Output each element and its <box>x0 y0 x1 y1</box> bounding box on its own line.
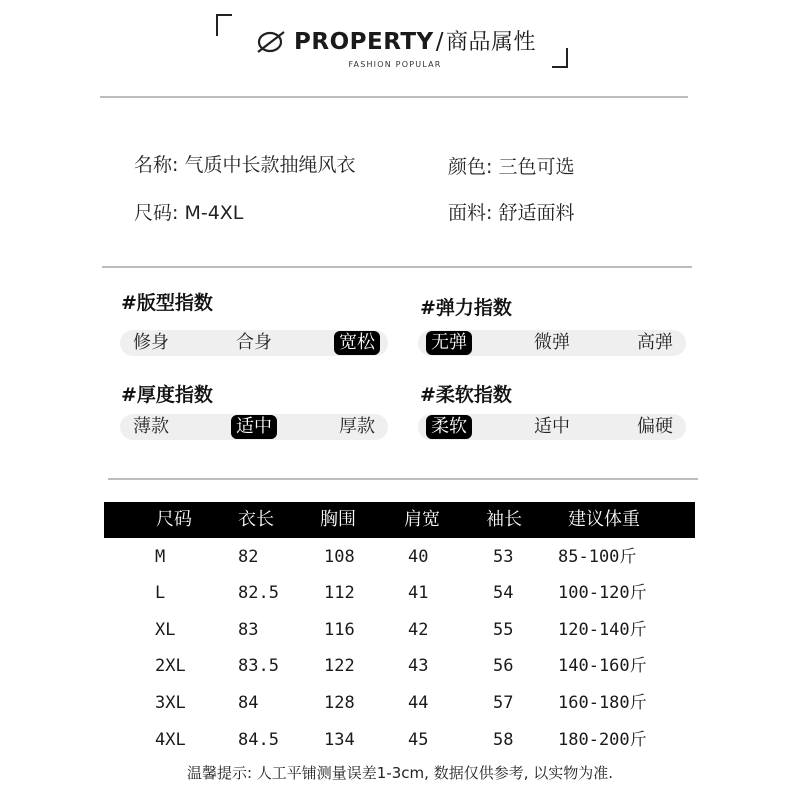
cell-bust: 116 <box>324 620 355 640</box>
thickness-index-scale <box>120 414 388 440</box>
cell-sleeve: 54 <box>493 583 514 603</box>
cell-bust: 122 <box>324 656 355 676</box>
header-weight: 建议体重 <box>568 509 640 530</box>
size-table-header <box>104 502 695 538</box>
corner-bracket-bottom-right <box>552 48 568 68</box>
cell-weight: 140-160斤 <box>558 656 647 676</box>
elastic-option-none-selected: 无弹 <box>426 331 472 355</box>
cell-bust: 108 <box>324 547 355 567</box>
elastic-option-slight: 微弹 <box>534 332 570 353</box>
fit-index-title: #版型指数 <box>121 292 213 314</box>
cell-weight: 85-100斤 <box>558 547 637 567</box>
slashed-circle-logo-icon <box>256 30 286 54</box>
thickness-option-thick: 厚款 <box>339 416 375 437</box>
cell-bust: 134 <box>324 730 355 750</box>
softness-option-hard: 偏硬 <box>637 416 673 437</box>
cell-size: 3XL <box>155 693 186 713</box>
cell-shoulder: 45 <box>408 730 429 750</box>
cell-size: L <box>155 583 166 603</box>
info-color: 颜色: 三色可选 <box>448 156 575 178</box>
cell-size: XL <box>155 620 176 640</box>
cell-length: 83 <box>238 620 259 640</box>
thickness-index-title: #厚度指数 <box>121 384 213 406</box>
title-chinese: 商品属性 <box>445 30 536 55</box>
cell-length: 82 <box>238 547 259 567</box>
elastic-index-title: #弹力指数 <box>420 297 512 319</box>
divider-header <box>100 96 688 98</box>
cell-length: 84 <box>238 693 259 713</box>
fit-option-slim: 修身 <box>133 332 169 353</box>
elastic-option-high: 高弹 <box>637 332 673 353</box>
page-title <box>294 26 536 59</box>
corner-bracket-top-left <box>216 14 232 36</box>
divider-info <box>102 266 692 268</box>
thickness-option-thin: 薄款 <box>133 416 169 437</box>
cell-shoulder: 41 <box>408 583 429 603</box>
fit-index-scale <box>120 330 388 356</box>
divider-index <box>108 478 698 480</box>
cell-shoulder: 40 <box>408 547 429 567</box>
cell-weight: 120-140斤 <box>558 620 647 640</box>
header-length: 衣长 <box>238 509 274 530</box>
fit-option-regular: 合身 <box>236 332 272 353</box>
cell-sleeve: 55 <box>493 620 514 640</box>
cell-weight: 180-200斤 <box>558 730 647 750</box>
header-sleeve: 袖长 <box>486 509 522 530</box>
info-size: 尺码: M-4XL <box>134 202 244 224</box>
cell-sleeve: 53 <box>493 547 514 567</box>
info-name: 名称: 气质中长款抽绳风衣 <box>134 154 356 176</box>
cell-length: 82.5 <box>238 583 279 603</box>
softness-option-soft-selected: 柔软 <box>426 415 472 439</box>
cell-sleeve: 58 <box>493 730 514 750</box>
title-english: PROPERTY <box>294 29 434 55</box>
cell-shoulder: 43 <box>408 656 429 676</box>
header-bust: 胸围 <box>320 509 356 530</box>
subtitle: FASHION POPULAR <box>348 60 442 69</box>
title-separator: / <box>435 29 444 55</box>
cell-bust: 112 <box>324 583 355 603</box>
cell-sleeve: 56 <box>493 656 514 676</box>
cell-shoulder: 44 <box>408 693 429 713</box>
header-shoulder: 肩宽 <box>404 509 440 530</box>
measurement-note: 温馨提示: 人工平铺测量误差1-3cm, 数据仅供参考, 以实物为准. <box>186 764 614 782</box>
cell-weight: 100-120斤 <box>558 583 647 603</box>
cell-shoulder: 42 <box>408 620 429 640</box>
cell-length: 84.5 <box>238 730 279 750</box>
cell-bust: 128 <box>324 693 355 713</box>
thickness-option-medium-selected: 适中 <box>231 415 277 439</box>
header-size: 尺码 <box>156 509 192 530</box>
cell-length: 83.5 <box>238 656 279 676</box>
softness-option-medium: 适中 <box>534 416 570 437</box>
fit-option-loose-selected: 宽松 <box>334 331 380 355</box>
softness-index-title: #柔软指数 <box>420 384 512 406</box>
info-fabric: 面料: 舒适面料 <box>448 202 575 224</box>
cell-size: 2XL <box>155 656 186 676</box>
softness-index-scale <box>418 414 686 440</box>
cell-weight: 160-180斤 <box>558 693 647 713</box>
elastic-index-scale <box>418 330 686 356</box>
cell-sleeve: 57 <box>493 693 514 713</box>
cell-size: M <box>155 547 166 567</box>
cell-size: 4XL <box>155 730 186 750</box>
